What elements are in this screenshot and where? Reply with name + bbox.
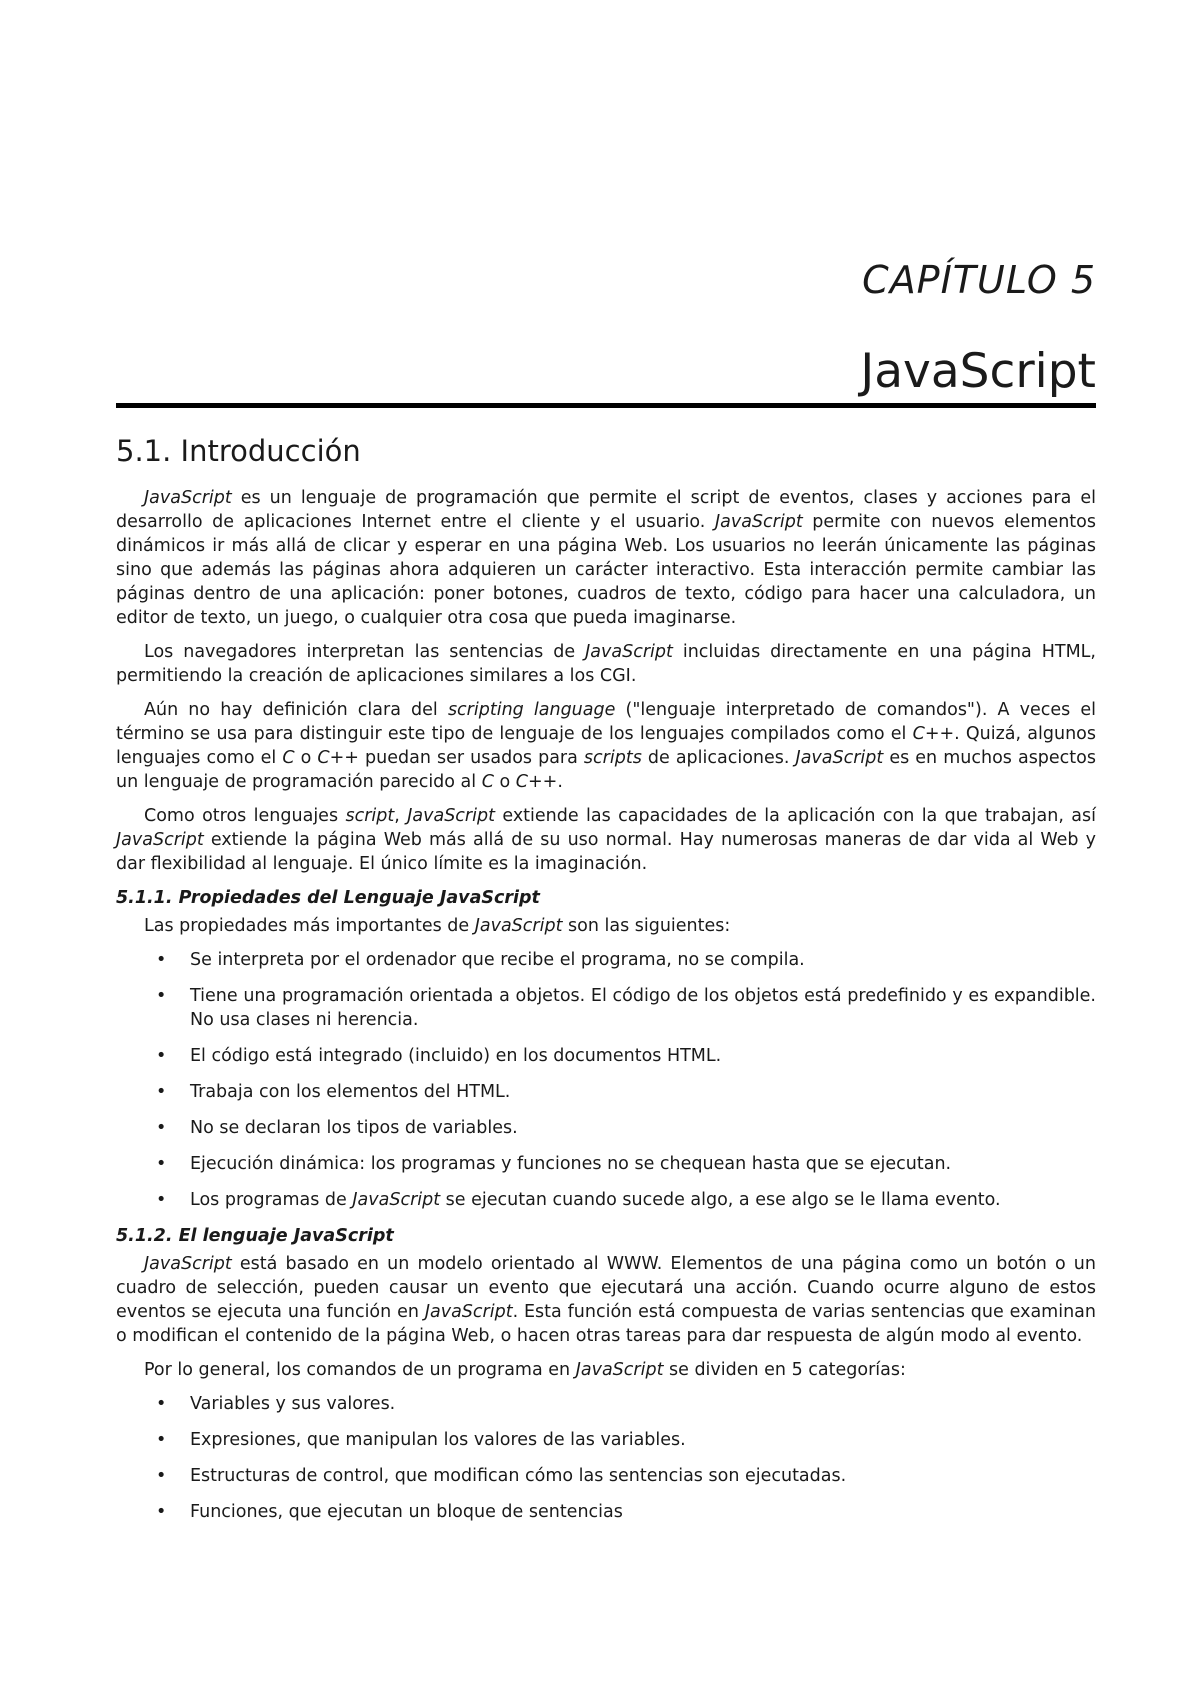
italic-run: C [282,748,295,768]
properties-list [116,948,1096,1212]
text-run: Aún no hay definición clara del [144,700,448,720]
categories-list [116,1392,1096,1524]
text-run: Tiene una programación orientada a objetos. El código de los objetos está predefinido y es expandible. No usa clases ni herencia. [190,986,1096,1030]
text-run: Los programas de [190,1190,353,1210]
chapter-label: CAPÍTULO 5 [862,258,1096,302]
text-run: No se declaran los tipos de variables. [190,1118,518,1138]
italic-run: JavaScript [116,830,204,850]
text-run: Expresiones, que manipulan los valores de las variables. [190,1430,686,1450]
text-run: está basado en un modelo orientado al WWW. Elementos de una página como un botón o un cuadro de selección, pueden causar un evento que ejecutará una acción. Cuando ocurre alguno de estos eventos se ejecuta una función en [116,1254,1096,1322]
text-run: o [294,748,318,768]
paragraph [116,804,1096,876]
italic-run: JavaScript [352,1190,441,1210]
bullet-icon: • [156,1430,167,1450]
text-run: El código está integrado (incluido) en los documentos HTML. [190,1046,722,1066]
text-run: . Quizá, algunos lenguajes como el [116,724,1096,768]
subsection-intro [116,914,1096,938]
section-paragraphs [116,486,1096,876]
bullet-icon: • [156,950,167,970]
text-run: . Esta función está compuesta de varias sentencias que examinan o modifican el contenido de la página Web, o hacen otras tareas para dar respuesta de algún modo al evento. [116,1302,1096,1346]
bullet-icon: • [156,986,167,1006]
text-run: Trabaja con los elementos del HTML. [190,1082,511,1102]
subsection-paragraphs [116,1252,1096,1382]
content-body [116,432,1096,1536]
list-item [116,1044,1096,1068]
text-run: Estructuras de control, que modifican cómo las sentencias son ejecutadas. [190,1466,847,1486]
bullet-icon: • [156,1502,167,1522]
text-run: , [394,806,408,826]
italic-run: JavaScript [424,1302,513,1322]
text-run: o [493,772,516,792]
bullet-icon: • [156,1082,167,1102]
italic-run: JavaScript [585,642,673,662]
italic-run: JavaScript [795,748,884,768]
text-run: Funciones, que ejecutan un bloque de sentencias [190,1502,623,1522]
italic-run: JavaScript [144,1254,232,1274]
italic-run: JavaScript [144,488,232,508]
text-run: puedan ser usados para [358,748,584,768]
bullet-icon: • [156,1154,167,1174]
text-run: Los navegadores interpretan las sentencias de [144,642,586,662]
text-run: Variables y sus valores. [190,1394,396,1414]
subsection-heading: 5.1.1. Propiedades del Lenguaje JavaScript [116,888,540,908]
paragraph [116,698,1096,794]
text-run: de aplicaciones. [641,748,796,768]
bullet-icon: • [156,1046,167,1066]
italic-run: C++ [317,748,359,768]
italic-run: JavaScript [474,916,563,936]
subsection-heading: 5.1.2. El lenguaje JavaScript [116,1226,394,1246]
text-run: se dividen en 5 categorías: [663,1360,906,1380]
bullet-icon: • [156,1394,167,1414]
italic-run: scripts [583,748,642,768]
list-item [116,1080,1096,1104]
italic-run: C++ [912,724,955,744]
paragraph [116,640,1096,688]
paragraph [116,1358,1096,1382]
italic-run: JavaScript [714,512,803,532]
italic-run: JavaScript [575,1360,664,1380]
list-item [116,948,1096,972]
bullet-icon: • [156,1190,167,1210]
bullet-icon: • [156,1118,167,1138]
italic-run: scripting language [447,700,616,720]
text-run: Por lo general, los comandos de un programa en [144,1360,576,1380]
text-run: incluidas directamente en una página HTML, permitiendo la creación de aplicaciones similares a los CGI. [116,642,1096,686]
text-run: extiende la página Web más allá de su uso normal. Hay numerosas maneras de dar vida al Web y dar flexibilidad al lenguaje. El único límite es la imaginación. [116,830,1096,874]
text-run: Ejecución dinámica: los programas y funciones no se chequean hasta que se ejecutan. [190,1154,952,1174]
text-run: es un lenguaje de programación que permite el script de eventos, clases y acciones para el desarrollo de aplicaciones Internet entre el cliente y el usuario. [116,488,1096,532]
list-item [116,1116,1096,1140]
text-run: . [557,772,563,792]
italic-run: script [345,806,395,826]
text-run: permite con nuevos elementos dinámicos ir más allá de clicar y esperar en una página Web. Los usuarios no leerán únicamente las páginas sino que además las páginas ahora adquieren un carácter interactivo. Esta interacción permite cambiar las páginas dentro de una aplicación: poner botones, cuadros de texto, código para hacer una calculadora, un editor de texto, un juego, o cualquier otra cosa que pueda imaginarse. [116,512,1096,628]
bullet-icon: • [156,1466,167,1486]
italic-run: C [481,772,494,792]
italic-run: JavaScript [407,806,495,826]
paragraph [116,1252,1096,1348]
paragraph [116,486,1096,630]
text-run: son las siguientes: [562,916,731,936]
chapter-title: JavaScript [860,344,1096,399]
heading-rule [116,403,1096,408]
section-heading: 5.1. Introducción [116,434,361,468]
text-run: Como otros lenguajes [144,806,346,826]
list-item [116,1500,1096,1524]
list-item [116,1392,1096,1416]
list-item [116,1152,1096,1176]
text-run: se ejecutan cuando sucede algo, a ese algo se le llama evento. [440,1190,1001,1210]
list-item [116,1188,1096,1212]
text-run: Se interpreta por el ordenador que recibe el programa, no se compila. [190,950,805,970]
text-run: es en muchos aspectos un lenguaje de programación parecido al [116,748,1096,792]
italic-run: C++ [515,772,558,792]
text-run: ("lenguaje interpretado de comandos"). A veces el término se usa para distinguir este tipo de lenguaje de los lenguajes compilados como el [116,700,1097,744]
list-item [116,1428,1096,1452]
text-run: Las propiedades más importantes de [144,916,475,936]
text-run: extiende las capacidades de la aplicación con la que trabajan, así [494,806,1096,826]
list-item [116,984,1096,1032]
list-item [116,1464,1096,1488]
